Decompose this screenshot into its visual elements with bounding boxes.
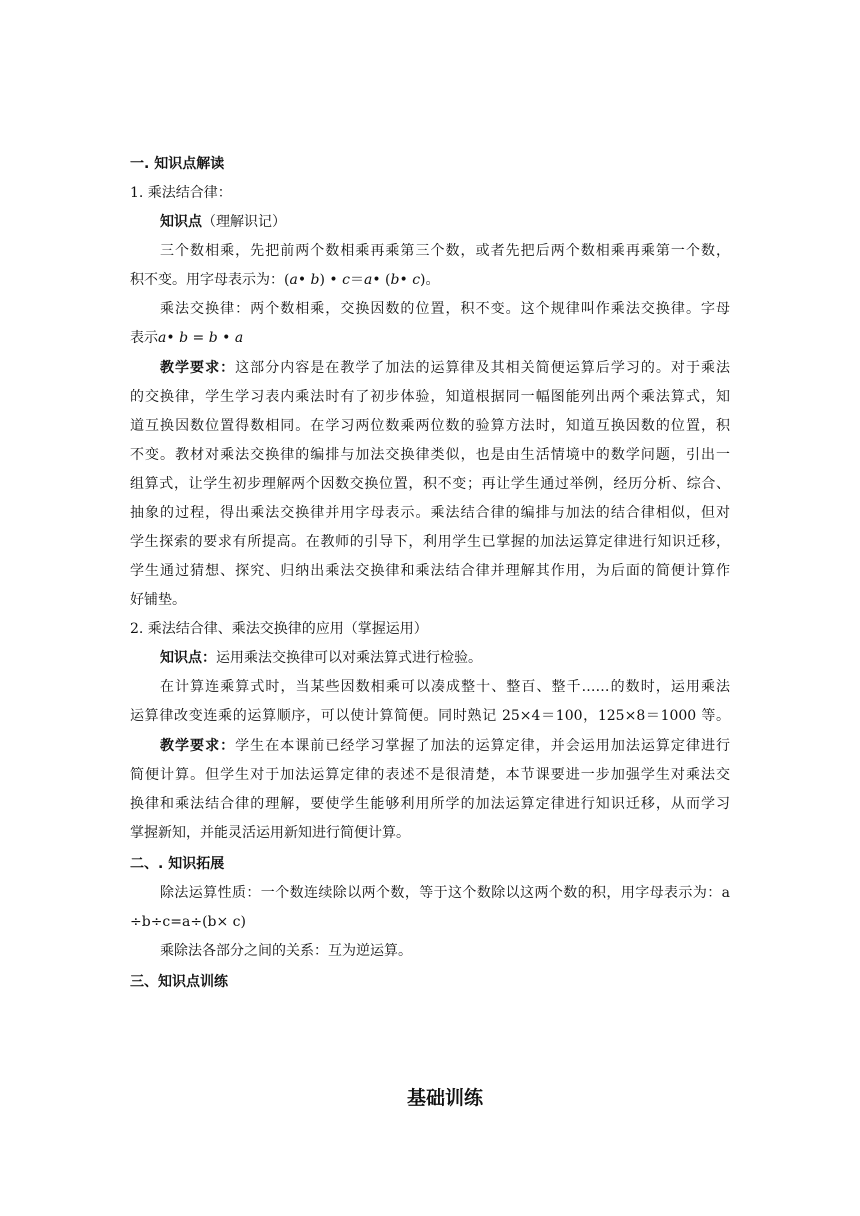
section-heading-3: 三、知识点训练 (130, 974, 228, 990)
requirement-2-line-2: 简便计算。但学生对于加法运算定律的表述不是很清楚，本节课要进一步加强学生对乘法交 (130, 767, 730, 783)
division-property-line-2: ÷b÷c=a÷(b× c) (130, 914, 246, 930)
knowledge-point-line (160, 213, 730, 231)
requirement-1-line-9: 好铺垫。 (130, 592, 186, 608)
paragraph-3-line-1: 在计算连乘算式时，当某些因数相乘可以凑成整十、整百、整千……的数时，运用乘法 (160, 679, 730, 695)
knowledge-point-2-label: 知识点： (160, 650, 216, 666)
requirement-2-line-1: 教学要求：学生在本课前已经学习掌握了加法的运算定律，并会运用加法运算定律进行 (160, 738, 731, 754)
requirement-1-line-4: 不变。教材对乘法交换律的编排与加法交换律类似，也是由生活情境中的数学问题，引出一 (130, 447, 730, 463)
requirement-1-line-5: 组算式，让学生初步理解两个因数交换位置，积不变；再让学生通过举例，经历分析、综合、 (130, 476, 730, 492)
knowledge-point-note: （理解识记） (202, 214, 286, 230)
requirement-1-line-3: 道互换因数位置得数相同。在学习两位数乘两位数的验算方法时，知道互换因数的位置，积 (130, 418, 730, 434)
requirement-2-line-3: 换律和乘法结合律的理解，要使学生能够利用所学的加法运算定律进行知识迁移，从而学习 (130, 796, 730, 812)
item-title-1: 1. 乘法结合律： (130, 185, 232, 201)
subsection-title: 基础训练 (406, 1087, 483, 1109)
knowledge-point-label: 知识点 (160, 214, 202, 230)
section-heading-1: 一. 知识点解读 (130, 156, 225, 172)
requirement-1-line-7: 学生探索的要求有所提高。在教师的引导下，利用学生已掌握的加法运算定律进行知识迁移， (130, 534, 730, 550)
section-heading-2: 二、. 知识拓展 (130, 856, 225, 872)
requirement-2-label: 教学要求： (160, 738, 236, 754)
paragraph-2-line-2: 表示a• b = b • a (130, 330, 244, 346)
requirement-1-line-6: 抽象的过程，得出乘法交换律并用字母表示。乘法结合律的编排与加法的结合律相似，但对 (130, 505, 730, 521)
inverse-operation-line: 乘除法各部分之间的关系：互为逆运算。 (160, 943, 412, 959)
requirement-1-line-2: 的交换律，学生学习表内乘法时有了初步体验，知道根据同一幅图能列出两个乘法算式，知 (130, 389, 730, 405)
requirement-label: 教学要求： (160, 360, 236, 376)
requirement-1-line-1: 教学要求：这部分内容是在教学了加法的运算律及其相关简便运算后学习的。对于乘法 (160, 360, 731, 376)
division-property-line-1: 除法运算性质：一个数连续除以两个数，等于这个数除以这两个数的积，用字母表示为：a (160, 885, 730, 901)
paragraph-3-line-2: 运算律改变连乘的运算顺序，可以使计算简便。同时熟记 25×4＝100，125×8＝1000 等。 (130, 708, 730, 724)
paragraph-1-line-2: 积不变。用字母表示为：(a• b) • c＝a• (b• c)。 (130, 272, 440, 288)
paragraph-2-line-1: 乘法交换律：两个数相乘，交换因数的位置，积不变。这个规律叫作乘法交换律。字母 (160, 301, 730, 317)
paragraph-1-line-1: 三个数相乘，先把前两个数相乘再乘第三个数，或者先把后两个数相乘再乘第一个数， (160, 243, 730, 259)
knowledge-point-2-line: 知识点：运用乘法交换律可以对乘法算式进行检验。 (160, 650, 482, 666)
requirement-2-line-4: 掌握新知，并能灵活运用新知进行简便计算。 (130, 825, 410, 841)
requirement-1-line-8: 学生通过猜想、探究、归纳出乘法交换律和乘法结合律并理解其作用，为后面的简便计算作 (130, 563, 730, 579)
item-title-2: 2. 乘法结合律、乘法交换律的应用（掌握运用） (130, 621, 428, 637)
